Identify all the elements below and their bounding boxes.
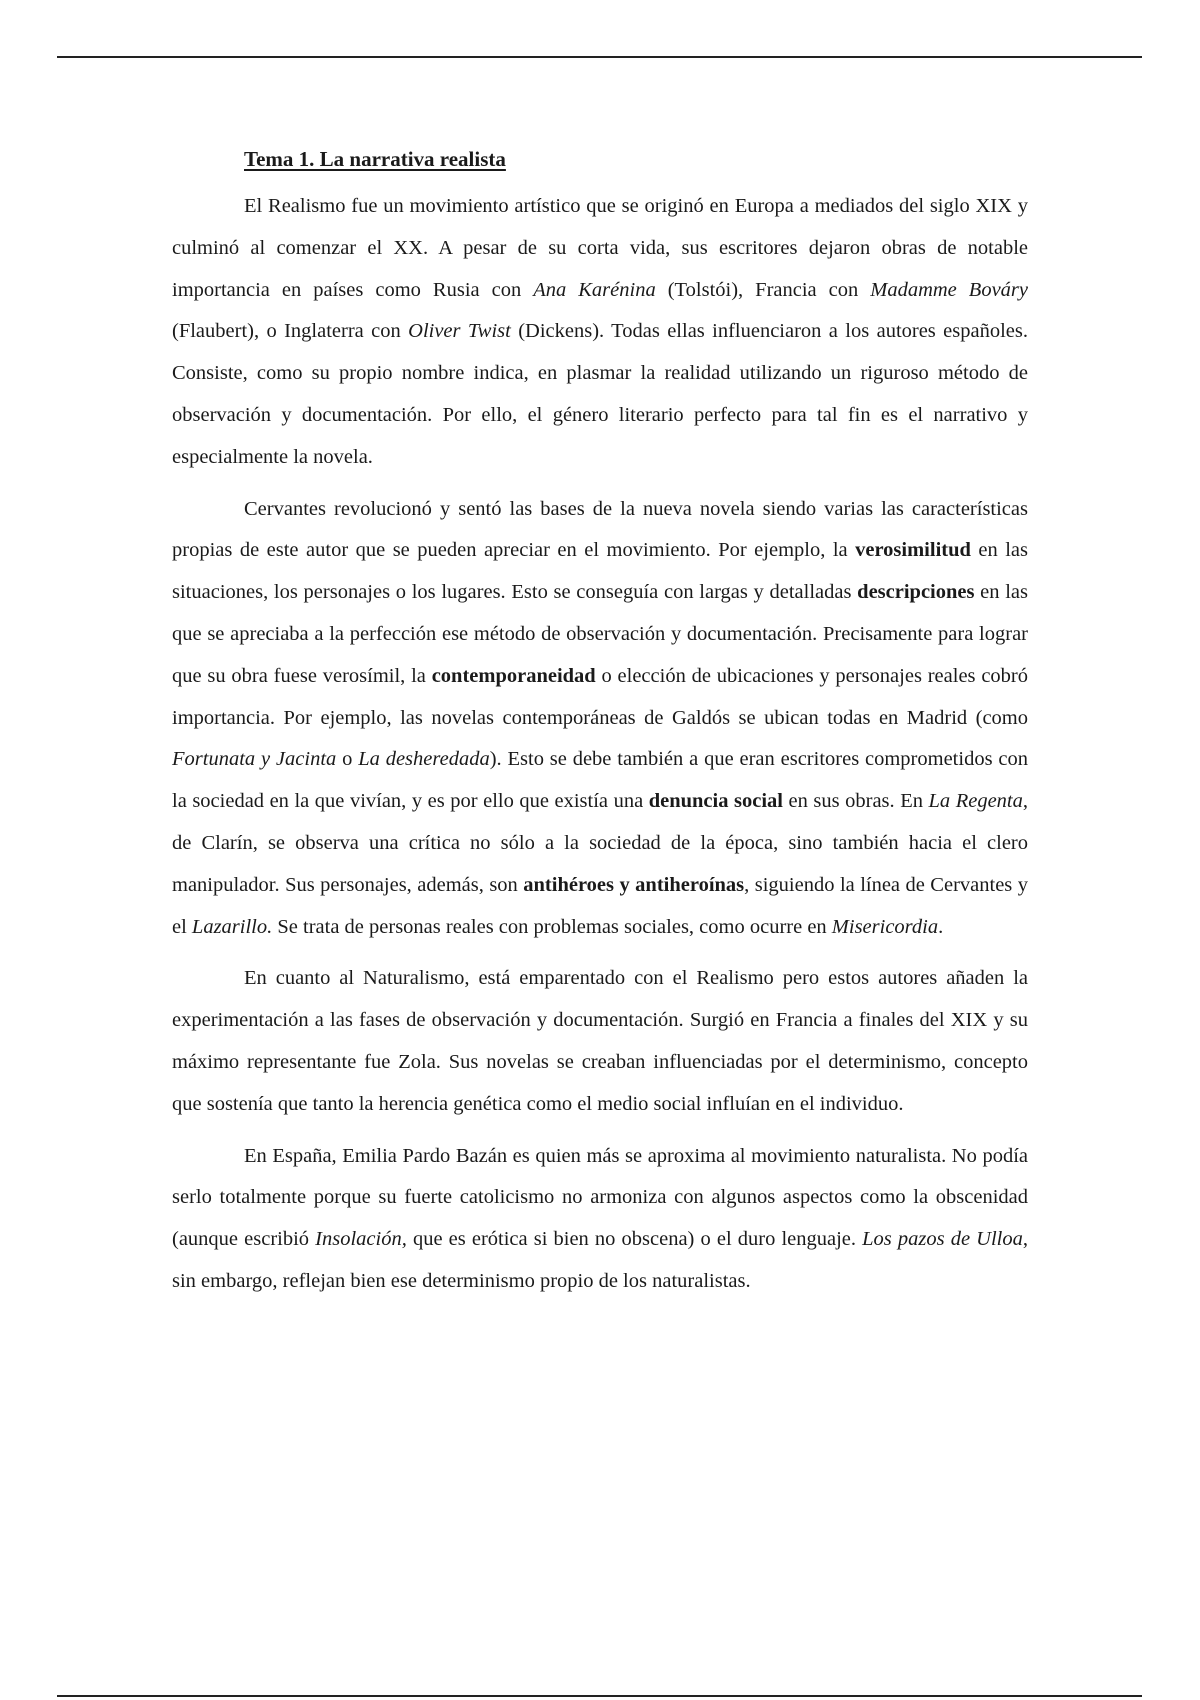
document-body [172,140,1028,1303]
bold-term: descripciones [857,581,975,604]
text-run: en las situaciones, los personajes o los lugares. Esto se conseguía con largas y detalladas [172,539,1028,604]
text-run: En España, Emilia Pardo Bazán es quien más se aproxima al movimiento naturalista. No podía serlo totalmente porque su fuerte catolicismo no armoniza con algunos aspectos como la obscenidad (aunque escribió [172,1144,1028,1251]
work-title: Insolación, [315,1228,407,1251]
text-run: que es erótica si bien no obscena) o el duro lenguaje. [406,1228,863,1251]
work-title: La Regenta [928,790,1023,813]
bold-term: contemporaneidad [431,664,596,687]
paragraph-realismo [172,186,1028,479]
paragraph-cervantes [172,489,1028,949]
paragraph-naturalismo [172,958,1028,1125]
paragraph-pardo-bazan [172,1136,1028,1303]
work-title: Lazarillo. [191,915,273,938]
text-run: , sin embargo, reflejan bien ese determinismo propio de los naturalistas. [172,1228,1028,1292]
work-title: Oliver Twist [408,320,511,343]
text-run: (Dickens). Todas ellas influenciaron a los autores españoles. Consiste, como su propio nombre indica, en plasmar la realidad utilizando un riguroso método de observación y documentación. Por ello, el género literario perfecto para tal fin es el narrativo y especialmente la novela. [172,320,1028,468]
text-run: Se trata de personas reales con problemas sociales, como ocurre en [272,915,832,938]
text-run: en sus obras. En [782,790,929,813]
work-title: Misericordia [831,915,939,938]
bold-term: verosimilitud [855,539,971,562]
text-run: El Realismo fue un movimiento artístico que se originó en Europa a mediados del siglo XIX y culminó al comenzar el XX. A pesar de su corta vida, sus escritores dejaron obras de notable importancia en países como Rusia con [172,195,1028,301]
work-title: La desheredada [358,748,490,771]
work-title: Los pazos de Ulloa [862,1228,1023,1251]
text-run: ). Esto se debe también a que eran escritores comprometidos con la sociedad en la que vivían, y es por ello que existía una [172,748,1028,813]
document-title: Tema 1. La narrativa realista [244,147,506,171]
text-run: Cervantes revolucionó y sentó las bases de la nueva novela siendo varias las características propias de este autor que se pueden apreciar en el movimiento. Por ejemplo, la [172,497,1028,562]
text-run: o elección de ubicaciones y personajes reales cobró importancia. Por ejemplo, las novelas contemporáneas de Galdós se ubican todas en Madrid (como [172,664,1029,729]
text-run: (Tolstói), Francia con [655,278,871,301]
text-run: En cuanto al Naturalismo, está emparentado con el Realismo pero estos autores añaden la experimentación a las fases de observación y documentación. Surgió en Francia a finales del XIX y su máximo representante fue Zola. Sus novelas se creaban influenciadas por el determinismo, concepto que sostenía que tanto la herencia genética como el medio social influían en el individuo. [172,967,1028,1115]
header-rule [57,56,1142,58]
text-run: en las que se apreciaba a la perfección ese método de observación y documentación. Precisamente para lograr que su obra fuese verosímil, la [172,581,1028,687]
bold-term: antihéroes y antiheroínas [523,873,745,896]
bold-term: denuncia social [648,790,783,813]
text-run: . [938,915,944,938]
text-run: , siguiendo la línea de Cervantes y el [172,873,1028,938]
work-title: Madamme Bováry [870,278,1028,301]
footer-rule [57,1695,1142,1697]
work-title: Ana Karénina [533,278,656,301]
text-run: , de Clarín, se observa una crítica no sólo a la sociedad de la época, sino también hacia el clero manipulador. Sus personajes, además, son [172,790,1028,896]
work-title: Fortunata y Jacinta [172,748,337,771]
text-run: o [336,748,359,771]
text-run: (Flaubert), o Inglaterra con [172,320,409,343]
